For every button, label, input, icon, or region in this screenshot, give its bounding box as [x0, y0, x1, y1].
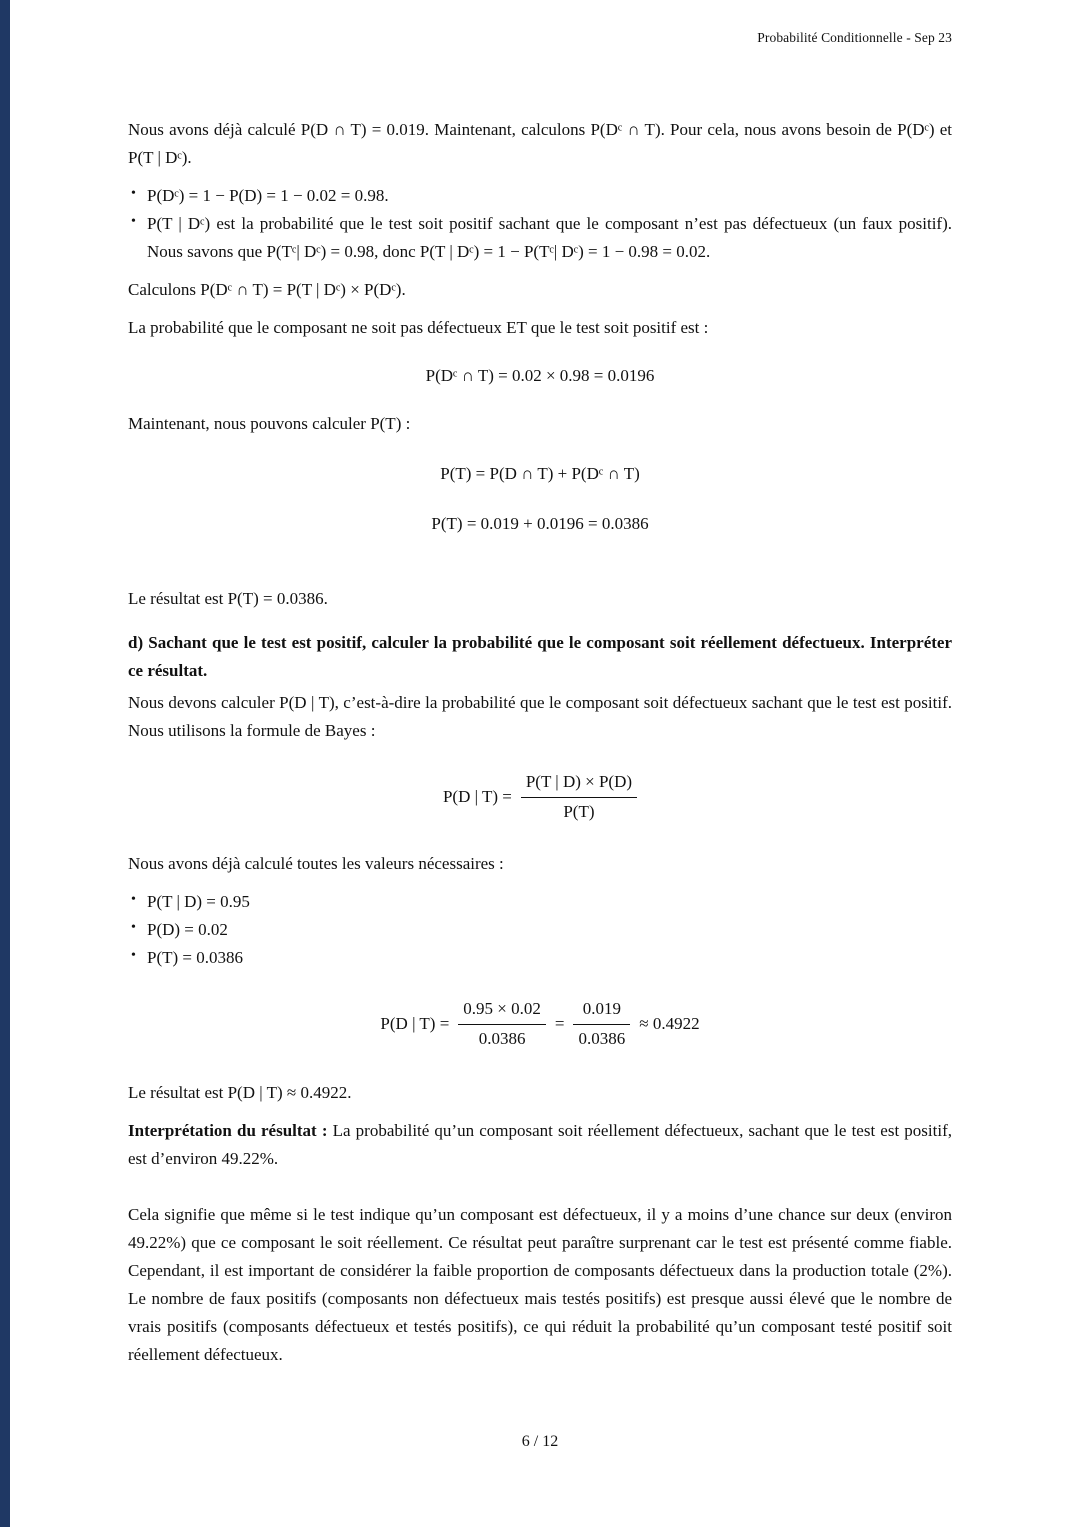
interpretation-label: Interprétation du résultat : — [128, 1120, 328, 1140]
equation-final — [128, 998, 952, 1051]
left-edge-bar — [0, 0, 10, 1527]
fraction-denominator: 0.0386 — [578, 1028, 626, 1048]
equation-result: ≈ 0.4922 — [639, 1014, 700, 1034]
page-number: 6 / 12 — [521, 1433, 559, 1450]
document-content — [128, 116, 952, 1379]
equation-lhs: P(D | T) = — [442, 787, 512, 807]
section-heading-d: d) Sachant que le test est positif, calculer la probabilité que le composant soit réellement défectueux. Interpréter ce résultat. — [128, 632, 952, 680]
equation-pt-sum: P(T) = P(D ∩ T) + P(Dᶜ ∩ T) — [440, 464, 640, 484]
fraction-numerator: 0.95 × 0.02 — [458, 998, 546, 1025]
bullet-list-values — [128, 888, 952, 972]
fraction — [521, 771, 637, 824]
paragraph-maintenant: Maintenant, nous pouvons calculer P(T) : — [128, 414, 411, 434]
fraction — [458, 998, 546, 1051]
equation-pt-value: P(T) = 0.019 + 0.0196 = 0.0386 — [431, 514, 649, 534]
fraction — [573, 998, 630, 1051]
equation-bayes — [128, 771, 952, 824]
paragraph-intro: Nous avons déjà calculé P(D ∩ T) = 0.019. Maintenant, calculons P(Dᶜ ∩ T). Pour cela, nous avons besoin de P(Dᶜ) et P(T | Dᶜ). — [128, 120, 952, 168]
paragraph-valeurs: Nous avons déjà calculé toutes les valeurs nécessaires : — [128, 853, 504, 873]
fraction-denominator: P(T) — [563, 801, 595, 821]
bullet-list — [128, 182, 952, 266]
list-item: • P(Dᶜ) = 1 − P(D) = 1 − 0.02 = 0.98. — [128, 182, 952, 210]
equation-dc-inter-t: P(Dᶜ ∩ T) = 0.02 × 0.98 = 0.0196 — [425, 366, 655, 386]
list-item: • P(D) = 0.02 — [128, 916, 952, 944]
list-item: • P(T) = 0.0386 — [128, 944, 952, 972]
equation-lhs: P(D | T) = — [380, 1014, 450, 1034]
list-item: • P(T | D) = 0.95 — [128, 888, 952, 916]
equals-sign: = — [554, 1014, 565, 1034]
interpretation-text: La probabilité qu’un composant soit réellement défectueux, sachant que le test est positif, est d’environ 49.22%. — [128, 1120, 952, 1168]
page-header: Probabilité Conditionnelle - Sep 23 — [757, 30, 952, 45]
paragraph-probabilite: La probabilité que le composant ne soit pas défectueux ET que le test soit positif est : — [128, 318, 709, 338]
fraction-numerator: P(T | D) × P(D) — [521, 771, 637, 798]
fraction-denominator: 0.0386 — [478, 1028, 526, 1048]
paragraph-interpretation — [128, 1117, 952, 1173]
paragraph-conclusion: Cela signifie que même si le test indique qu’un composant est défectueux, il y a moins d’une chance sur deux (environ 49.22%) que ce composant le soit réellement. Ce résultat peut paraître surprenant car le test est présenté comme fiable. Cependant, il est important de considérer la faible proportion de composants défectueux dans la production totale (2%). Le nombre de faux positifs (composants non défectueux mais testés positifs) est presque aussi élevé que le nombre de vrais positifs (composants défectueux et testés positifs), ce qui réduit la probabilité qu’un composant testé positif soit réellement défectueux. — [128, 1204, 952, 1365]
fraction-numerator: 0.019 — [573, 998, 630, 1025]
paragraph-resultat-pdt: Le résultat est P(D | T) ≈ 0.4922. — [128, 1082, 352, 1102]
paragraph-calculons: Calculons P(Dᶜ ∩ T) = P(T | Dᶜ) × P(Dᶜ). — [128, 280, 406, 300]
list-item: • P(T | Dᶜ) est la probabilité que le test soit positif sachant que le composant n’est pas défectueux (un faux positif). Nous savons que P(Tᶜ| Dᶜ) = 0.98, donc P(T | Dᶜ) = 1 − P(Tᶜ| Dᶜ) = 1 − 0.98 = 0.02. — [128, 210, 952, 266]
paragraph-bayes-intro: Nous devons calculer P(D | T), c’est-à-dire la probabilité que le composant soit défectueux sachant que le test est positif. Nous utilisons la formule de Bayes : — [128, 692, 952, 740]
paragraph-resultat-pt: Le résultat est P(T) = 0.0386. — [128, 588, 328, 608]
